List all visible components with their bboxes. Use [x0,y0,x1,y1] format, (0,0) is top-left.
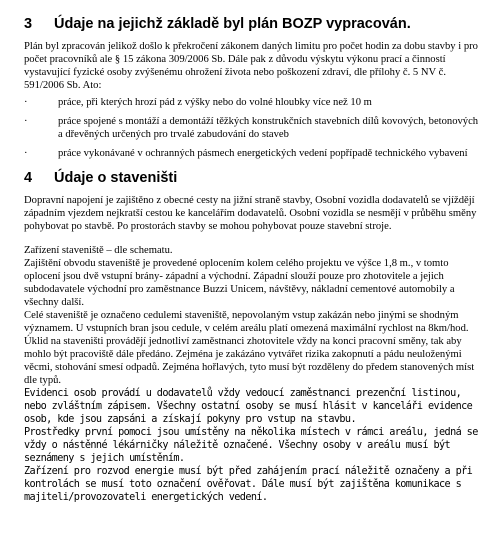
site-cleaning-paragraph: Úklid na staveništi provádějí jednotliví zaměstnanci zhotovitele vždy na konci pracovní směny, tak aby mohlo být pracoviště dále předáno. Zejména je zakázáno vytvářet rizika zakopnutí a pádu neuloženými věcmi, stohování smesí odpadů. Zejména hořlavých, tyto musí být rozděleny do předem stanovených míst dle typů. [24,336,475,386]
section-4-heading [24,170,480,186]
bullet-marker: · [24,97,28,108]
site-layout-line: Zařízení staveniště – dle schematu. [24,245,173,256]
bullet-item [24,115,480,141]
bullet-item [24,96,480,109]
section-3-number: 3 [24,16,33,32]
bullet-item [24,147,480,160]
section-3-heading [24,16,480,32]
section-4-number: 4 [24,170,33,186]
bullet-text: práce spojené s montáží a demontáží těžkých konstrukčních stavebních dílů kovových, betonových a dřevěných určených pro trvalé zabudování do staveb [58,116,479,140]
personnel-records-paragraph: Evidenci osob provádí u dodavatelů vždy vedoucí zaměstnanci prezenční listinou, nebo zvláštním zápisem. Všechny ostatní osoby se musí hlásit v kanceláři evidence osob, kde jsou zapsáni a získají pokyny pro vstup na stavbu. [24,388,473,425]
section-4-paragraph-access: Dopravní napojení je zajištěno z obecné cesty na jižní straně stavby, Osobní vozidla dodavatelů se vjíždějí západním vjezdem nejkratší cestou ke kancelářím dodavatelů. Osobní vozidla se nesmějí v průběhu směny pohybovat po stavbě. Po prostorách stavby se mohou pohybovat pouze stavební stroje. [24,195,477,232]
section-3-intro: Plán byl zpracován jelikož došlo k překročení zákonem daných limitu pro počet hodin za dobu stavby i pro počet pracovníků ale § 15 zákona 309/2006 Sb. Dále pak z důvodu výskytu výkonu prací a činností vystavující fyzické osoby zvýšenému ohrožení života nebo poškození zdraví, dle přílohy č. 5 NV č. 591/2006 Sb. Ato: [24,41,478,91]
bullet-marker: · [24,116,28,127]
energy-distribution-paragraph: Zařízení pro rozvod energie musí být před zahájením prací náležitě označeny a při kontrolách se musí toto označení ověřovat. Dále musí být zajištěna komunikace s majiteli/provozovateli energetických vedení. [24,466,473,503]
bullet-text: práce, při kterých hrozí pád z výšky nebo do volné hloubky více než 10 m [58,97,372,108]
paragraph-gap [24,233,480,244]
section-3-bullet-list [24,96,480,160]
bullet-marker: · [24,148,28,159]
section-3-title: Údaje na jejichž základě byl plán BOZP vypracován. [54,16,411,32]
section-4-title: Údaje o staveništi [54,170,178,186]
first-aid-paragraph: Prostředky první pomoci jsou umístěny na několika místech v rámci areálu, jedná se vždy o nástěnné lékárničky náležitě označené. Všechny osoby v areálu musí být seznámeny s jejich umístěním. [24,427,478,464]
bullet-text: práce vykonávané v ochranných pásmech energetických vedení popřípadě technického vybavení [58,148,468,159]
site-perimeter-paragraph: Zajištění obvodu staveniště je provedené oplocením kolem celého projektu ve výšce 1,8 m., v tomto oplocení jsou dvě vstupní brány- západní a východní. Západní slouží pouze pro zhotovitele a jejich subdodavatele východní pro zaměstnance Buzzi Unicem, návštěvy, nákladní cementové automobily a všechny další. [24,258,455,308]
site-signage-paragraph: Celé staveniště je označeno cedulemi staveniště, nepovolaným vstup zakázán nebo jinými se shodným významem. U vstupních bran jsou cedule, v celém areálu platí omezená maximální rychlost na 8km/hod. [24,310,469,334]
